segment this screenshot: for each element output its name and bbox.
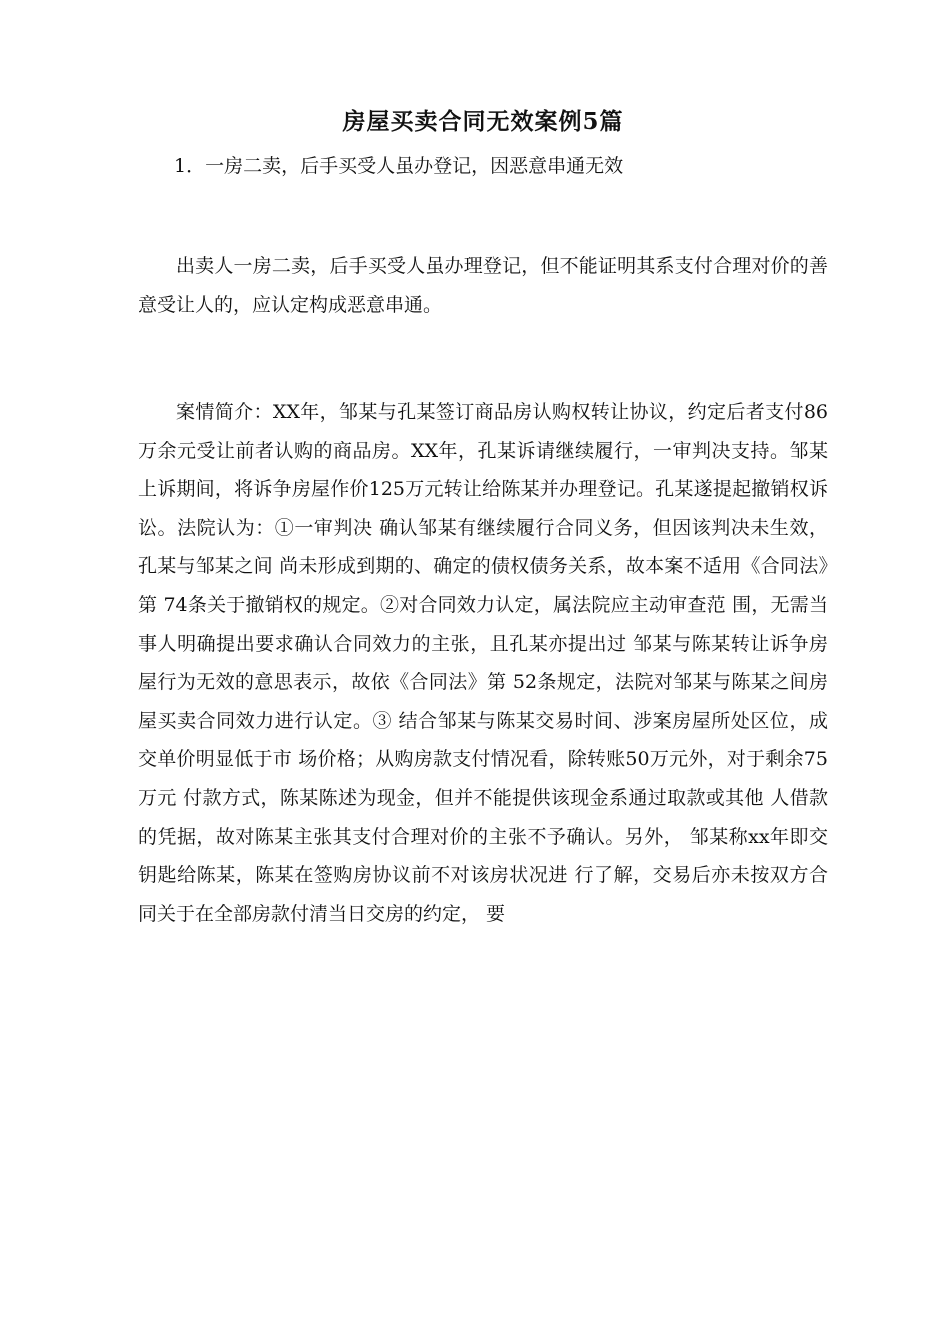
paragraph-summary: 出卖人一房二卖，后手买受人虽办理登记，但不能证明其系支付合理对价的善意受让人的，应认定构成恶意串通。 (138, 255, 828, 316)
paragraph-case-details: 案情简介：XX年，邹某与孔某签订商品房认购权转让协议，约定后者支付86万余元受让前者认购的商品房。XX年，孔某诉请继续履行，一审判决支持。邹某上诉期间，将诉争房屋作价125万元转让给陈某并办理登记。孔某遂提起撤销权诉讼。法院认为：①一审判决 确认邹某有继续履行合同义务，但因该判决未生效，孔某与邹某之间 尚未形成到期的、确定的债权债务关系，故本案不适用《合同法》第 74条关于撤销权的规定。②对合同效力认定，属法院应主动审查范 围，无需当事人明确提出要求确认合同效力的主张，且孔某亦提出过 邹某与陈某转让诉争房屋行为无效的意思表示，故依《合同法》第 52条规定，法院对邹某与陈某之间房屋买卖合同效力进行认定。③ 结合邹某与陈某交易时间、涉案房屋所处区位，成交单价明显低于市 场价格；从购房款支付情况看，除转账50万元外，对于剩余75万元 付款方式，陈某陈述为现金，但并不能提供该现金系通过取款或其他 人借款的凭据，故对陈某主张其支付合理对价的主张不予确认。另外， 邹某称xx年即交钥匙给陈某，陈某在签购房协议前不对该房状况进 行了解，交易后亦未按双方合同关于在全部房款付清当日交房的约定， 要 (138, 401, 828, 925)
section-heading: 1．一房二卖，后手买受人虽办登记，因恶意串通无效 (174, 155, 624, 177)
document-title: 房屋买卖合同无效案例5篇 (342, 108, 624, 135)
